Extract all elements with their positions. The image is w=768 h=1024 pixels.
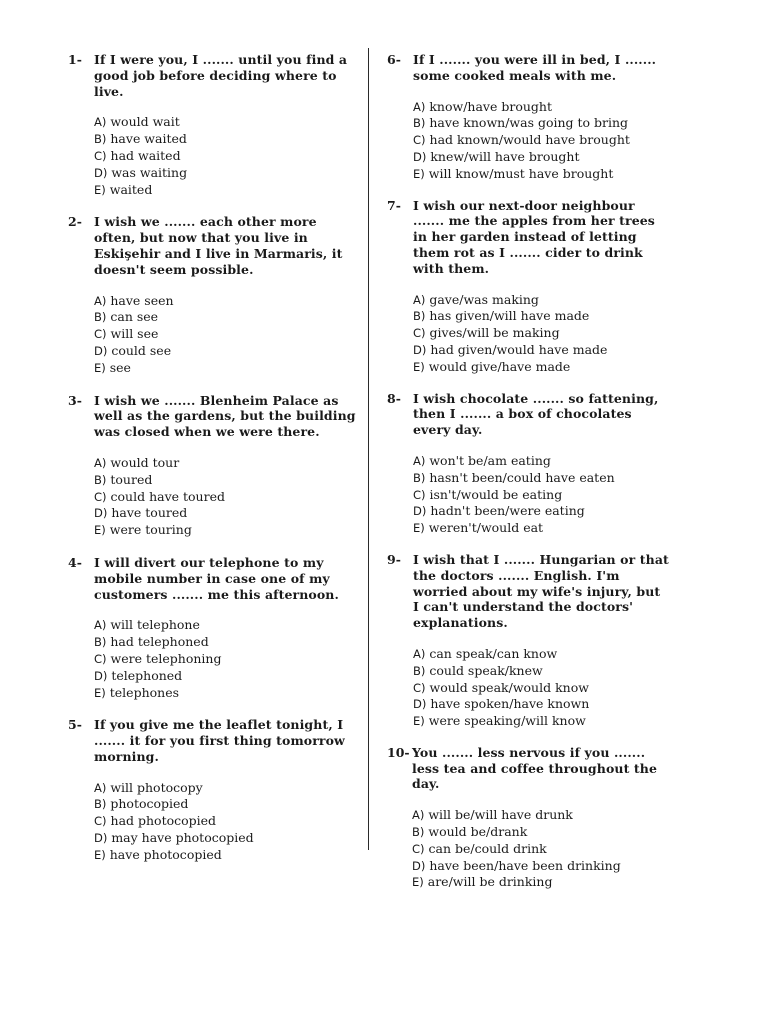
question-number: 6- — [387, 52, 401, 67]
option-text: could speak/knew — [429, 662, 543, 678]
option-letter: C) — [94, 651, 107, 666]
question-body — [94, 555, 360, 701]
option-text: will know/must have brought — [428, 165, 614, 181]
option-letter: E) — [94, 847, 106, 862]
answer-options — [94, 114, 360, 198]
option-text: will see — [110, 326, 159, 342]
answer-option — [412, 874, 669, 891]
question-number: 10- — [387, 744, 410, 760]
question-3 — [68, 393, 360, 539]
option-text: know/have brought — [429, 98, 552, 114]
answer-option — [413, 292, 669, 309]
option-letter: B) — [412, 825, 425, 840]
answer-option — [94, 114, 360, 131]
answer-option — [94, 522, 360, 539]
answer-option — [413, 503, 669, 520]
option-text: may have photocopied — [111, 830, 254, 846]
answer-option — [413, 663, 669, 680]
answer-option — [412, 841, 669, 858]
option-letter: D) — [94, 668, 108, 683]
answer-option — [94, 505, 360, 522]
answer-option — [413, 520, 669, 537]
option-text: were touring — [109, 522, 192, 538]
option-text: had waited — [110, 147, 181, 163]
question-body — [94, 393, 360, 539]
answer-option — [94, 326, 360, 343]
option-text: telephones — [109, 684, 180, 700]
option-text: photocopied — [110, 796, 189, 812]
option-text: can see — [110, 309, 159, 325]
question-10 — [387, 745, 669, 891]
question-stem: If you give me the leaflet tonight, I ....... it for you first thing tomorrow morning. — [94, 717, 345, 764]
option-letter: D) — [413, 504, 427, 519]
option-letter: E) — [413, 359, 425, 374]
option-text: were speaking/will know — [428, 713, 586, 729]
answer-option — [94, 668, 360, 685]
answer-option — [94, 165, 360, 182]
question-stem: If I ....... you were ill in bed, I ....... some cooked meals with me. — [413, 52, 657, 83]
question-stem: You ....... less nervous if you ....... less tea and coffee throughout the day. — [412, 744, 658, 792]
option-letter: C) — [94, 489, 107, 504]
question-stem: I wish chocolate ....... so fattening, then I ....... a box of chocolates every day. — [413, 390, 659, 438]
option-text: have known/was going to bring — [429, 115, 629, 131]
option-letter: E) — [94, 523, 106, 538]
option-text: would tour — [110, 454, 180, 470]
answer-option — [413, 308, 669, 325]
option-text: had telephoned — [110, 634, 209, 650]
option-text: was waiting — [111, 164, 188, 180]
option-letter: A) — [413, 99, 426, 114]
question-body — [94, 214, 360, 376]
option-letter: A) — [413, 453, 426, 468]
question-stem: I will divert our telephone to my mobile number in case one of my customers ....... me this afternoon. — [94, 554, 339, 602]
answer-option — [413, 453, 669, 470]
option-letter: C) — [94, 327, 107, 342]
question-stem: I wish that I ....... Hungarian or that the doctors ....... English. I'm worried about my wife's injury, but I can't understand the doctors' explanations. — [413, 551, 669, 631]
option-text: knew/will have brought — [430, 148, 580, 164]
answer-option — [413, 99, 669, 116]
option-letter: E) — [94, 182, 106, 197]
question-body — [413, 198, 669, 376]
option-text: had photocopied — [110, 813, 217, 829]
option-letter: E) — [94, 685, 106, 700]
option-text: toured — [110, 471, 153, 487]
option-text: can be/could drink — [428, 840, 547, 856]
option-text: have waited — [110, 131, 187, 147]
question-2 — [68, 214, 360, 376]
answer-option — [94, 830, 360, 847]
option-text: won't be/am eating — [429, 452, 551, 468]
answer-option — [412, 824, 669, 841]
option-text: hadn't been/were eating — [430, 503, 585, 519]
answer-option — [94, 617, 360, 634]
option-text: will telephone — [110, 617, 200, 633]
answer-option — [94, 651, 360, 668]
answer-option — [94, 309, 360, 326]
question-7 — [387, 198, 669, 376]
option-text: has given/will have made — [429, 308, 590, 324]
option-letter: C) — [413, 326, 426, 341]
answer-options — [413, 292, 669, 376]
option-letter: A) — [413, 646, 426, 661]
question-number: 1- — [68, 52, 82, 67]
question-body — [412, 745, 669, 891]
option-text: will photocopy — [110, 779, 203, 795]
answer-options — [412, 807, 669, 891]
option-letter: C) — [412, 841, 425, 856]
option-letter: C) — [413, 133, 426, 148]
option-text: isn't/would be eating — [429, 486, 563, 502]
answer-options — [94, 455, 360, 539]
question-stem: I wish we ....... Blenheim Palace as well as the gardens, but the building was closed when we were there. — [94, 392, 356, 440]
option-text: had known/would have brought — [429, 132, 630, 148]
answer-options — [413, 453, 669, 537]
option-letter: C) — [413, 680, 426, 695]
option-text: were telephoning — [110, 650, 222, 666]
left-column — [68, 52, 360, 864]
question-6 — [387, 52, 669, 183]
option-text: have toured — [111, 505, 188, 521]
question-5 — [68, 717, 360, 863]
question-number: 4- — [68, 554, 82, 570]
option-letter: B) — [413, 309, 426, 324]
option-letter: E) — [412, 875, 424, 890]
question-number: 2- — [68, 214, 82, 230]
option-letter: D) — [413, 697, 427, 712]
option-letter: B) — [94, 797, 107, 812]
option-letter: E) — [413, 521, 425, 536]
option-letter: C) — [94, 814, 107, 829]
question-number: 9- — [387, 551, 401, 567]
question-body — [94, 717, 360, 863]
answer-option — [412, 807, 669, 824]
option-text: weren't/would eat — [428, 520, 544, 536]
option-text: would wait — [110, 114, 180, 130]
option-text: would speak/would know — [429, 679, 589, 695]
option-letter: A) — [94, 618, 107, 633]
answer-option — [94, 847, 360, 864]
question-body — [413, 52, 669, 183]
option-letter: B) — [94, 635, 107, 650]
option-text: are/will be drinking — [427, 874, 553, 890]
answer-option — [413, 149, 669, 166]
answer-option — [94, 685, 360, 702]
question-4 — [68, 555, 360, 701]
question-stem: I wish our next-door neighbour ....... me the apples from her trees in her garden instead of letting them rot as I ....... cider to drink with them. — [413, 197, 655, 276]
question-8 — [387, 391, 669, 537]
option-letter: A) — [412, 808, 425, 823]
option-text: would give/have made — [428, 358, 571, 374]
option-text: have been/have been drinking — [429, 857, 621, 873]
option-text: will be/will have drunk — [428, 807, 573, 823]
answer-option — [413, 713, 669, 730]
answer-option — [94, 472, 360, 489]
option-letter: E) — [413, 166, 425, 181]
question-body — [413, 552, 669, 730]
option-letter: D) — [94, 165, 108, 180]
option-letter: A) — [94, 115, 107, 130]
answer-option — [413, 115, 669, 132]
column-divider — [368, 48, 369, 850]
option-letter: D) — [413, 342, 427, 357]
option-letter: C) — [413, 487, 426, 502]
answer-option — [413, 325, 669, 342]
question-stem: I wish we ....... each other more often, but now that you live in Eskişehir and I live in Marmaris, it doesn't seem possible. — [94, 214, 343, 277]
answer-option — [412, 858, 669, 875]
option-text: telephoned — [111, 667, 183, 683]
option-letter: B) — [413, 116, 426, 131]
right-column — [387, 52, 669, 891]
question-number: 5- — [68, 717, 82, 733]
option-letter: B) — [413, 470, 426, 485]
option-letter: B) — [413, 663, 426, 678]
option-letter: A) — [94, 455, 107, 470]
answer-option — [413, 359, 669, 376]
option-text: have seen — [110, 292, 174, 308]
option-letter: C) — [94, 148, 107, 163]
answer-option — [94, 796, 360, 813]
answer-option — [413, 646, 669, 663]
option-text: have photocopied — [109, 846, 222, 862]
question-number: 7- — [387, 197, 401, 213]
answer-option — [413, 132, 669, 149]
option-text: waited — [109, 181, 153, 197]
question-9 — [387, 552, 669, 730]
option-text: would be/drank — [428, 824, 528, 840]
option-letter: B) — [94, 472, 107, 487]
answer-option — [94, 455, 360, 472]
answer-option — [413, 487, 669, 504]
option-letter: A) — [94, 293, 107, 308]
option-letter: B) — [94, 132, 107, 147]
answer-option — [94, 813, 360, 830]
answer-option — [94, 489, 360, 506]
answer-option — [94, 780, 360, 797]
answer-option — [413, 680, 669, 697]
question-body — [94, 52, 360, 198]
option-letter: D) — [94, 343, 108, 358]
question-number: 8- — [387, 390, 401, 406]
answer-options — [94, 780, 360, 864]
option-letter: D) — [412, 858, 426, 873]
answer-option — [94, 343, 360, 360]
answer-options — [94, 293, 360, 377]
option-text: hasn't been/could have eaten — [429, 469, 615, 485]
answer-option — [413, 696, 669, 713]
option-letter: B) — [94, 310, 107, 325]
option-letter: E) — [413, 714, 425, 729]
option-letter: D) — [94, 831, 108, 846]
answer-option — [413, 470, 669, 487]
answer-option — [413, 342, 669, 359]
answer-option — [413, 166, 669, 183]
option-text: have spoken/have known — [430, 696, 590, 712]
answer-option — [94, 634, 360, 651]
option-text: can speak/can know — [429, 645, 558, 661]
answer-options — [413, 646, 669, 730]
answer-options — [94, 617, 360, 701]
option-letter: E) — [94, 360, 106, 375]
option-text: could see — [111, 342, 172, 358]
answer-option — [94, 148, 360, 165]
question-1 — [68, 52, 360, 198]
answer-option — [94, 360, 360, 377]
option-letter: A) — [94, 780, 107, 795]
answer-option — [94, 131, 360, 148]
question-stem: If I were you, I ....... until you find a good job before deciding where to live. — [94, 52, 348, 99]
answer-option — [94, 293, 360, 310]
option-letter: A) — [413, 292, 426, 307]
option-text: could have toured — [110, 488, 225, 504]
option-text: had given/would have made — [430, 341, 608, 357]
option-letter: D) — [94, 506, 108, 521]
answer-option — [94, 182, 360, 199]
answer-options — [413, 99, 669, 183]
option-text: gives/will be making — [429, 325, 560, 341]
option-text: see — [109, 359, 131, 375]
question-body — [413, 391, 669, 537]
option-text: gave/was making — [429, 291, 539, 307]
question-number: 3- — [68, 392, 82, 408]
option-letter: D) — [413, 149, 427, 164]
